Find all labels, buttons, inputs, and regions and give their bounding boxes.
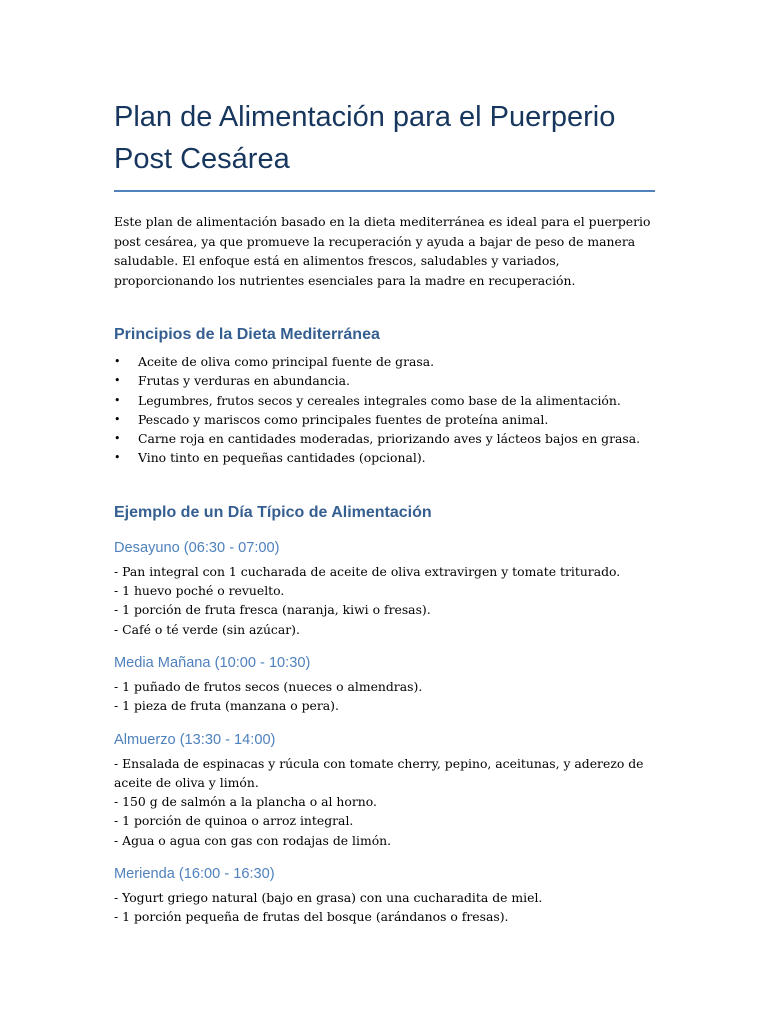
- meal-snack: [114, 864, 655, 927]
- meal-mid-morning: [114, 653, 655, 716]
- title-underline: [114, 190, 655, 192]
- meal-line: - 150 g de salmón a la plancha o al horno.: [114, 794, 377, 810]
- list-item-text: Legumbres, frutos secos y cereales integrales como base de la alimentación.: [138, 392, 621, 408]
- principles-list: [114, 352, 655, 468]
- meal-breakfast: [114, 538, 655, 639]
- bullet-icon: •: [114, 355, 121, 368]
- document-page: [114, 96, 655, 941]
- bullet-icon: •: [114, 451, 121, 465]
- bullet-icon: •: [114, 412, 121, 426]
- list-item: [114, 429, 655, 448]
- list-item: [114, 371, 655, 390]
- list-item-text: Frutas y verduras en abundancia.: [138, 373, 350, 389]
- principles-section: [114, 324, 655, 468]
- meal-heading: Merienda (16:00 - 16:30): [114, 866, 275, 883]
- meal-line: - Yogurt griego natural (bajo en grasa) con una cucharadita de miel.: [114, 890, 543, 906]
- meal-line: - 1 porción de fruta fresca (naranja, kiwi o fresas).: [114, 602, 431, 618]
- meal-line: - 1 porción pequeña de frutas del bosque (arándanos o fresas).: [114, 909, 509, 925]
- list-item: [114, 410, 655, 429]
- principles-heading: Principios de la Dieta Mediterránea: [114, 326, 380, 343]
- meal-line: - 1 huevo poché o revuelto.: [114, 583, 285, 599]
- meal-line: - Pan integral con 1 cucharada de aceite de oliva extravirgen y tomate triturado.: [114, 563, 621, 579]
- list-item: [114, 391, 655, 410]
- meal-line: - Ensalada de espinacas y rúcula con tomate cherry, pepino, aceitunas, y aderezo de aceite de oliva y limón.: [114, 755, 644, 790]
- meal-lunch: [114, 730, 655, 850]
- list-item: [114, 448, 655, 467]
- intro-paragraph: Este plan de alimentación basado en la dieta mediterránea es ideal para el puerperio post cesárea, ya que promueve la recuperación y ayuda a bajar de peso de manera saludable. El enfoque está en alimentos frescos, saludables y variados, proporcionando los nutrientes esenciales para la madre en recuperación.: [114, 214, 651, 288]
- example-section: [114, 502, 655, 927]
- document-title: Plan de Alimentación para el Puerperio Post Cesárea: [114, 101, 616, 175]
- meal-line: - 1 porción de quinoa o arroz integral.: [114, 813, 354, 829]
- bullet-icon: •: [114, 393, 121, 407]
- list-item-text: Vino tinto en pequeñas cantidades (opcional).: [138, 450, 426, 466]
- list-item: [114, 352, 655, 371]
- meal-heading: Desayuno (06:30 - 07:00): [114, 539, 280, 556]
- list-item-text: Aceite de oliva como principal fuente de grasa.: [138, 354, 435, 369]
- list-item-text: Pescado y mariscos como principales fuentes de proteína animal.: [138, 411, 549, 427]
- meal-line: - Café o té verde (sin azúcar).: [114, 621, 300, 637]
- bullet-icon: •: [114, 374, 121, 388]
- example-heading: Ejemplo de un Día Típico de Alimentación: [114, 503, 432, 521]
- meal-line: - 1 puñado de frutos secos (nueces o almendras).: [114, 678, 423, 694]
- meal-line: - 1 pieza de fruta (manzana o pera).: [114, 698, 339, 714]
- list-item-text: Carne roja en cantidades moderadas, priorizando aves y lácteos bajos en grasa.: [138, 431, 641, 447]
- meal-heading: Media Mañana (10:00 - 10:30): [114, 654, 311, 671]
- meal-line: - Agua o agua con gas con rodajas de limón.: [114, 832, 392, 848]
- bullet-icon: •: [114, 432, 121, 446]
- meal-heading: Almuerzo (13:30 - 14:00): [114, 731, 276, 748]
